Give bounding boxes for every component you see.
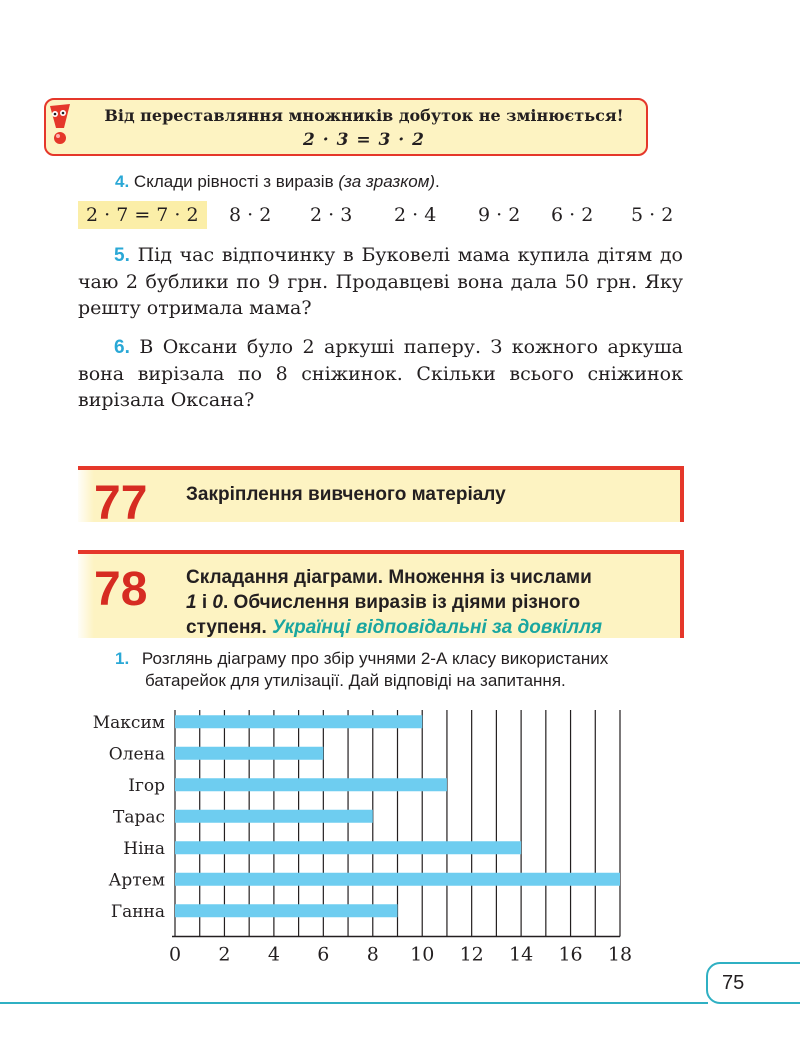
- bar: [175, 747, 323, 760]
- task-text: Склади рівності з виразів: [133, 172, 339, 191]
- expression: 2 · 3: [310, 204, 353, 226]
- bar: [175, 873, 620, 886]
- numeral-zero: 0: [212, 592, 223, 613]
- category-label: Ніна: [123, 838, 165, 859]
- category-label: Максим: [92, 712, 165, 733]
- expression: 2 · 4: [394, 204, 437, 226]
- bar: [175, 715, 422, 728]
- task-number: 1.: [115, 649, 130, 668]
- numeral-one: 1: [186, 592, 197, 613]
- lesson-title-line-3-text: ступеня.: [186, 617, 267, 638]
- lesson-title-line-2: [186, 590, 686, 615]
- bar: [175, 841, 521, 854]
- task-6: [78, 334, 683, 413]
- lesson-number: 78: [94, 563, 148, 616]
- lesson-title: [186, 565, 686, 640]
- bar: [175, 810, 373, 823]
- expression-row: [78, 201, 698, 229]
- rule-formula: 2 · 3 = 3 · 2: [303, 130, 425, 150]
- expression: 5 · 2: [631, 204, 674, 226]
- category-label: Ганна: [110, 901, 165, 922]
- sample-expression: 2 · 7 = 7 · 2: [78, 201, 207, 229]
- exclamation-icon: [46, 102, 74, 146]
- task-text-end: .: [435, 172, 440, 191]
- task-text-line-1: Розглянь діаграму про збір учнями 2-А класу використаних: [141, 649, 609, 668]
- category-label: Тарас: [112, 807, 165, 828]
- page-number: 75: [722, 972, 745, 994]
- category-label: Артем: [108, 870, 165, 891]
- category-label: Олена: [108, 744, 165, 765]
- task-number: 4.: [115, 172, 130, 191]
- tick-label: 14: [509, 943, 534, 962]
- tick-label: 2: [218, 943, 231, 962]
- tick-label: 16: [558, 943, 583, 962]
- rule-statement: Від переставляння множників добуток не змінюється!: [104, 106, 624, 125]
- lesson-title-line-2-rest: . Обчислення виразів із діями різного: [223, 592, 581, 613]
- rule-text: [86, 104, 642, 152]
- tick-label: 12: [459, 943, 484, 962]
- lesson-title: Закріплення вивченого матеріалу: [186, 484, 506, 505]
- task-4-prompt: [115, 172, 440, 192]
- tick-label: 18: [607, 943, 633, 962]
- expression: 6 · 2: [551, 204, 594, 226]
- category-label: Ігор: [128, 775, 165, 796]
- task-number: 5.: [114, 245, 130, 266]
- lesson-title-line-1: Складання діаграми. Множення із числами: [186, 567, 592, 588]
- task-number: 6.: [114, 337, 130, 358]
- battery-chart: [60, 700, 660, 962]
- bar: [175, 904, 398, 917]
- tick-label: 10: [410, 943, 435, 962]
- tick-label: 4: [267, 943, 280, 962]
- expression: 8 · 2: [229, 204, 272, 226]
- lesson-theme: Українці відповідальні за довкілля: [272, 617, 603, 638]
- tick-label: 0: [168, 943, 182, 962]
- tick-label: 8: [366, 943, 379, 962]
- task-5: [78, 242, 683, 321]
- tick-label: 6: [317, 943, 330, 962]
- expression: 9 · 2: [478, 204, 521, 226]
- task-text: В Оксани було 2 аркуші паперу. З кожного аркуша вона вирізала по 8 сніжинок. Скільки всього сніжинок вирізала Оксана?: [78, 336, 683, 411]
- lesson-77-header: [78, 466, 684, 530]
- bottom-rule: [0, 1002, 708, 1004]
- task-text: Під час відпочинку в Буковелі мама купила дітям до чаю 2 бублики по 9 грн. Продавцеві вона дала 50 грн. Яку решту отримала мама?: [78, 244, 683, 319]
- task-hint: (за зразком): [338, 172, 436, 191]
- page-number-box: [706, 962, 800, 1004]
- lesson-78-header: [78, 550, 684, 638]
- lesson-title-line-3: [186, 615, 686, 640]
- lesson-number: 77: [94, 477, 148, 530]
- task-text-line-2: батарейок для утилізації. Дай відповіді на запитання.: [145, 671, 566, 690]
- conjunction: і: [196, 592, 213, 613]
- chart-task: [115, 648, 695, 692]
- bar: [175, 778, 447, 791]
